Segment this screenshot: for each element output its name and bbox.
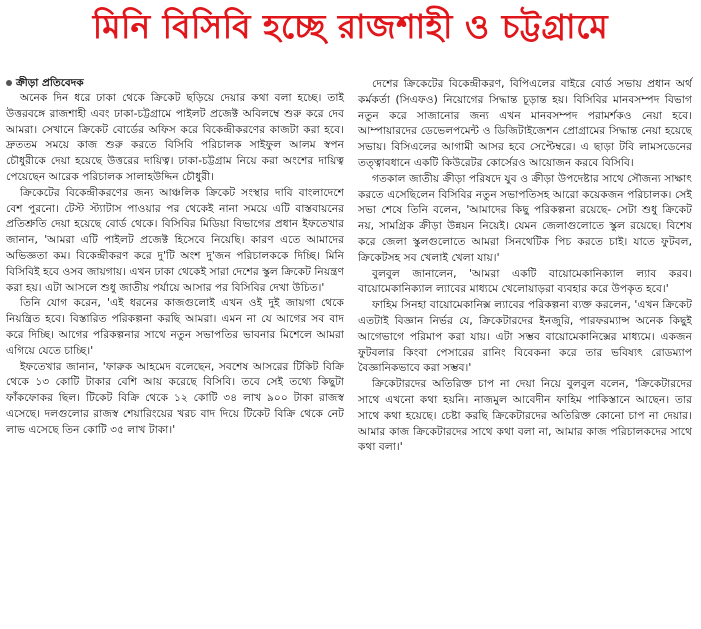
paragraph: তিনি যোগ করেন, 'এই ধরনের কাজগুলোই এখন ওই দুই জায়গা থেকে নিয়ন্ত্রিত হবে। বিস্তারিত পরিকল্পনা করছি আমরা। এমন না যে আগের সব বাদ করে দিচ্ছি। আগের পরিকল্পনার সাথে নতুন সভাপতির ভাবনার মিশেলে আমরা এগিয়ে যেতে চাচ্ছি।'	[6, 296, 344, 357]
paragraph: ইফতেখার জানান, 'ফারুক আহমেদ বলেছেন, সবশেষ আসরের টিকিট বিক্রি থেকে ১৩ কোটি টাকার বেশি আয় করেছে বিসিবি। তবে সেই তথ্যে কিছুটা ফাঁকফোকর ছিল। টিকেট বিক্রি থেকে ১২ কোটি ৩৪ লাখ ৯০০ টাকা রাজস্ব এসেছে। দলগুলোর রাজস্ব শেয়ারিংয়ের খরচ বাদ দিয়ে টিকেট বিক্রি থেকে নেট লাভ এসেছে তিন কোটি ৩৫ লাখ টাকা।'	[6, 359, 344, 436]
right-column	[350, 76, 700, 629]
paragraph: গতকাল জাতীয় ক্রীড়া পরিষদে যুব ও ক্রীড়া উপদেষ্টার সাথে সৌজন্য সাক্ষাৎ করতে এসেছিলেন বিসিবির নতুন সভাপতিসহ আরো কয়েকজন পরিচালক। সেই সভা শেষে তিনি বলেন, 'আমাদের কিছু পরিকল্পনা রয়েছে- সেটা শুধু ক্রিকেট নয়, সামগ্রিক ক্রীড়া উন্নয়ন নিয়েই। যেমন জেলাগুলোতে স্কুল রয়েছে। বিশেষ করে জেলা স্কুলগুলোতে আমরা সিনথেটিক পিচ করতে চাই। যাতে ফুটবল, ক্রিকেটসহ সব খেলাই খেলা যায়।'	[358, 171, 692, 264]
bullet-icon	[6, 80, 12, 86]
paragraph: ক্রিকেটারদের অতিরিক্ত চাপ না দেয়া নিয়ে বুলবুল বলেন, 'ক্রিকেটারদের সাথে এখনো কথা হয়নি। নাজমুল আবেদীন ফাহিম পাকিস্তানে আছেন। তার সাথে কথা হয়েছে। চেষ্টা করছি ক্রিকেটারদের অতিরিক্ত কোনো চাপ না দেয়ার। আমার কাজ ক্রিকেটারদের সাথে কথা বলা না, আমার কাজ পরিচালকদের সাথে কথা বলা।'	[358, 377, 692, 454]
byline	[6, 76, 344, 90]
headline: মিনি বিসিবি হচ্ছে রাজশাহী ও চট্টগ্রামে	[92, 7, 609, 46]
article-body	[0, 76, 701, 629]
paragraph: ফাহিম সিনহা বায়োমেকানিক্স ল্যাবের পরিকল্পনা ব্যক্ত করলেন, 'এখন ক্রিকেট এতটাই বিজ্ঞান নির্ভর যে, ক্রিকেটারদের ইনজুরি, পারফরম্যান্স অনেক কিছুই আগেভাগে পরিমাপ করা যায়। এটা সম্ভব বায়োমেকানিক্সের মাধ্যমে। একজন ফুটবলার কিংবা পেসারের রানিং বিবেকনা করে তার ভবিষ্যৎ রোডম্যাপ বৈজ্ঞানিকভাবে করা সম্ভব।'	[358, 298, 692, 375]
paragraph: দেশের ক্রিকেটের বিকেন্দ্রীকরণ, বিপিএলের বাইরে বোর্ড সভায় প্রধান অর্থ কর্মকর্তা (সিএফও) নিয়োগের সিদ্ধান্ত চূড়ান্ত হয়। বিসিবির মানবসম্পদ বিভাগ নতুন করে সাজানোর জন্য এখন মানবসম্পদ পরামর্শকও নেয়া হবে। আম্পায়ারদের ডেভেলপমেন্ট ও ডিজিটাইজেশন প্রোগ্রামের সিদ্ধান্ত নেয়া হয়েছে সভায়। বিসিএলের আগামী আসর হবে সেপ্টেম্বরে। এ ছাড়া টবি লামসডেনের তত্ত্বাবধানে একটি কিউরেটর কোর্সেরও আয়োজন করবে বিসিবি।	[358, 77, 692, 169]
paragraph: বুলবুল জানালেন, 'আমরা একটি বায়োমেকানিক্যাল ল্যাব করব। বায়োমেকানিক্যাল ল্যাবের মাধ্যমে খেলোয়াড়রা ব্যবহার করে উপকৃত হবে।'	[358, 266, 692, 296]
paragraph: ক্রিকেটের বিকেন্দ্রীকরণের জন্য আঞ্চলিক ক্রিকেট সংস্থার দাবি বাংলাদেশে বেশ পুরনো। টেস্ট স্ট্যাটাস পাওয়ার পর থেকেই নানা সময়ে এটি বাস্তবায়নের প্রতিশ্রুতি দেয়া হয়েছে বোর্ড থেকে। বিসিবির মিডিয়া বিভাগের প্রধান ইফতেখার জানান, 'আমরা এটি পাইলট প্রজেক্ট হিসেবে নিয়েছি। কারণ এতে আমাদের অভিজ্ঞতা কম। বিকেন্দ্রীকরণ করে দু'টি অংশ দু'জন পরিচালককে দিচ্ছি। মিনি বিসিবিই হবে ওসব জায়গায়। এখন ঢাকা থেকেই সারা দেশের স্কুল ক্রিকেট নিয়ন্ত্রণ করা হয়। এটা আসলে শুধু জাতীয় পর্যায়ে আসার পর বিসিবির দেখা উচিত।'	[6, 185, 344, 294]
byline-text: ক্রীড়া প্রতিবেদক	[16, 77, 84, 89]
paragraph: অনেক দিন ধরে ঢাকা থেকে ক্রিকেট ছড়িয়ে দেয়ার কথা বলা হচ্ছে। তাই উত্তরবঙ্গে রাজশাহী এবং ঢাকা-চট্টগ্রামে পাইলট প্রজেক্ট অবিলম্বে শুরু করে দেব আমরা। সেখানে ক্রিকেট বোর্ডের অফিস করে বিকেন্দ্রীকরণের কাজটা করা হবে। দ্রুততম সময়ে কাজ শুরু করতে বিসিবি পরিচালক সাইফুল আলম স্বপন চৌধুরীকে দেয়া হয়েছে উত্তরের দায়িত্ব। ঢাকা-চট্টগ্রাম নিয়ে করা অংশের দায়িত্ব পেয়েছেন আরেক পরিচালক সালাহউদ্দিন চৌধুরী।	[6, 91, 344, 183]
left-column	[0, 76, 350, 629]
